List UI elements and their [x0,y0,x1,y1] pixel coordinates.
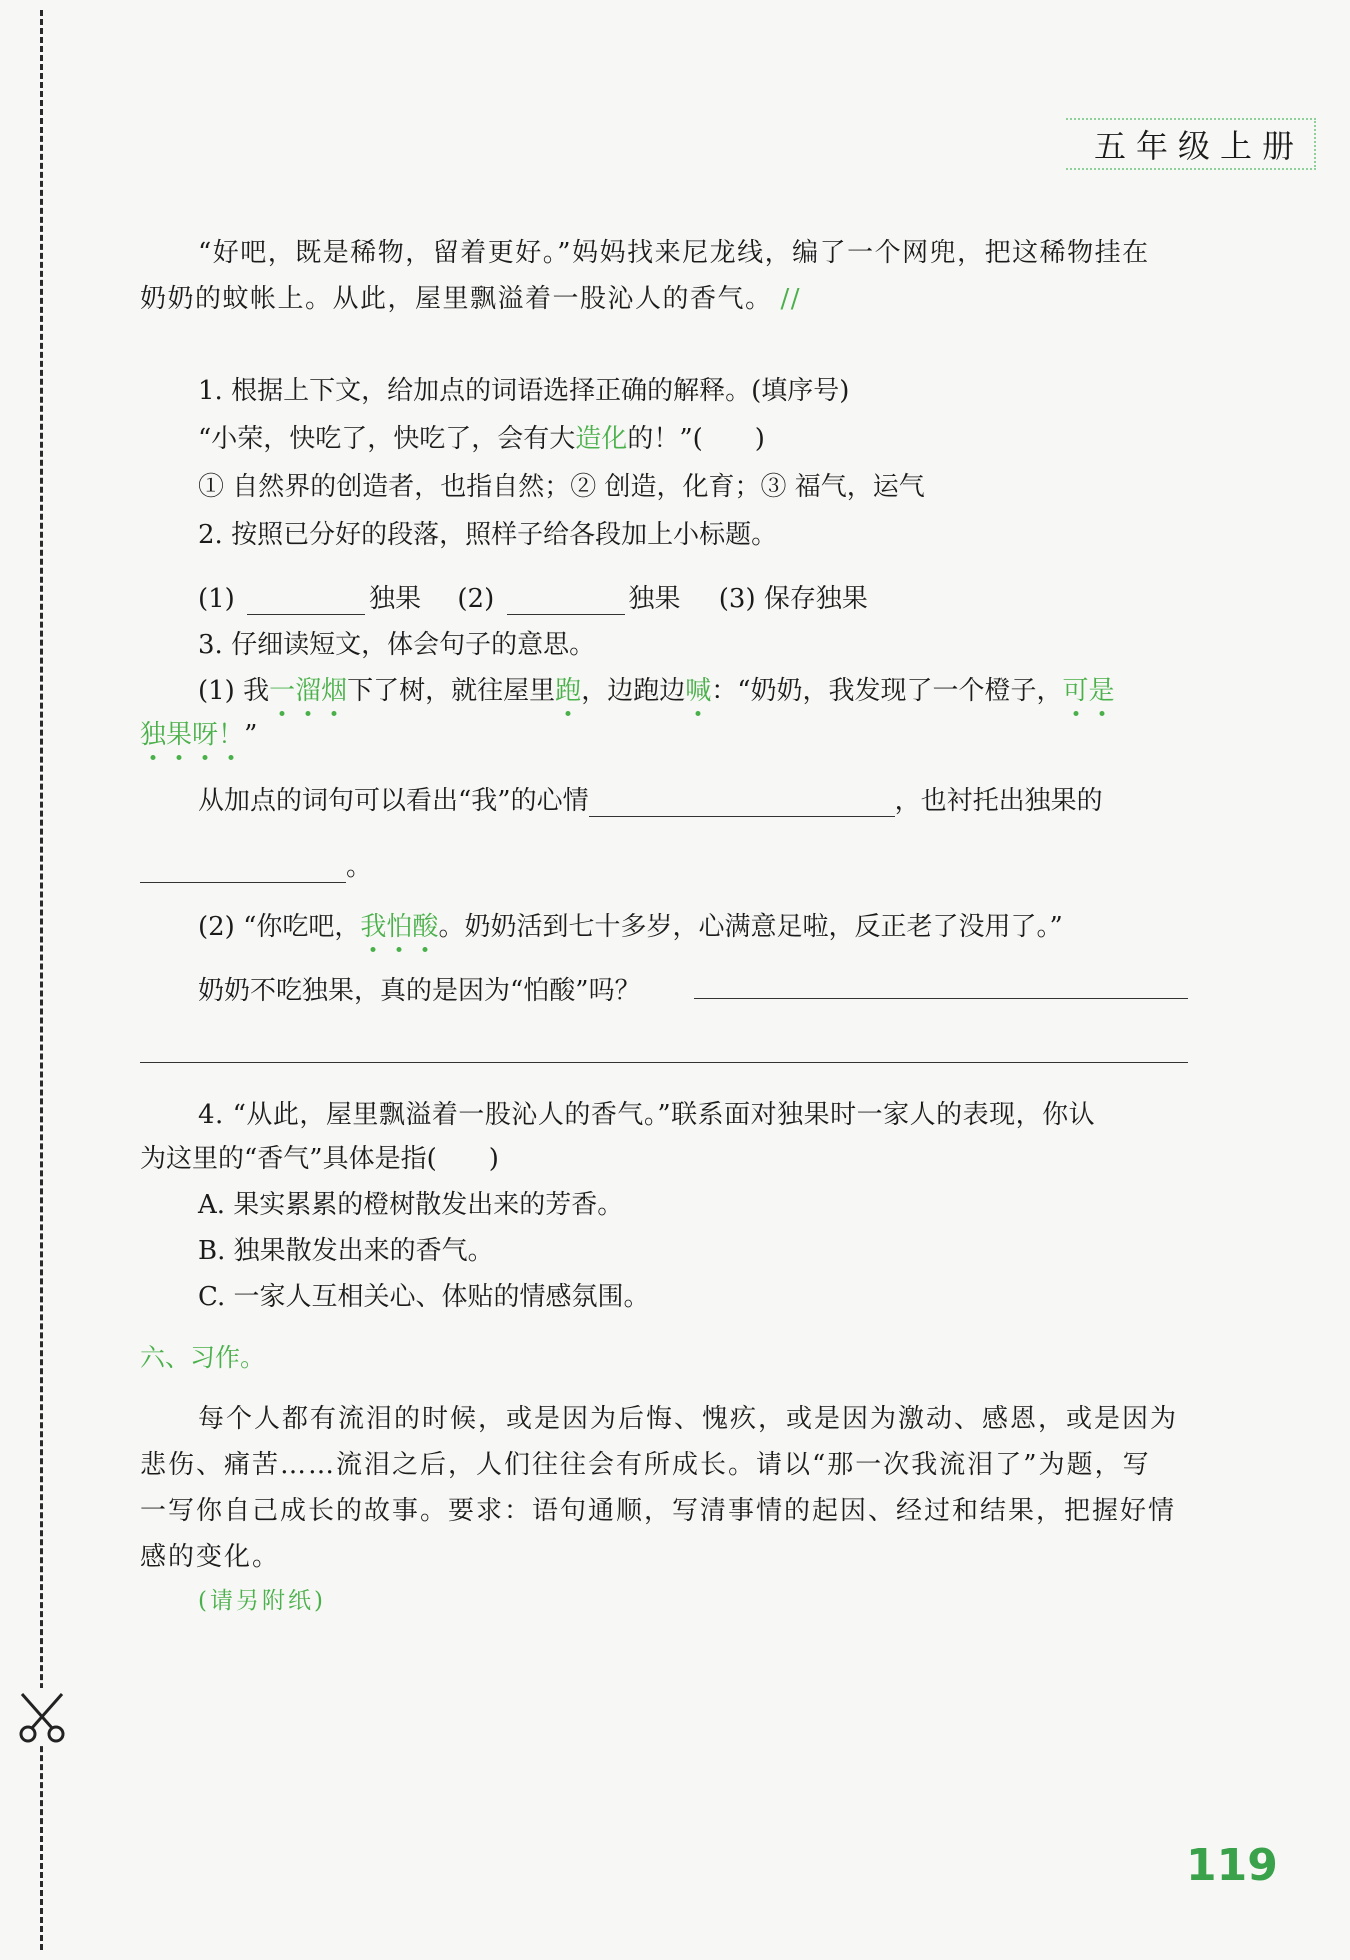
section-6-line-2: 悲伤、痛苦……流泪之后，人们往往会有所成长。请以“那一次我流泪了”为题，写 [140,1450,1151,1480]
section-6-line-3: 一写你自己成长的故事。要求：语句通顺，写清事情的起因、经过和结果，把握好情 [140,1496,1177,1526]
dotted-keshi: 可是 [1062,676,1115,706]
q2-blanks: (1) 独果 (2) 独果 (3) 保存独果 [198,584,868,614]
dotted-wopasuan: 我怕酸 [360,912,439,942]
q4-option-c: C. 一家人互相关心、体贴的情感氛围。 [198,1282,650,1312]
passage-line-2: 奶奶的蚊帐上。从此，屋里飘溢着一股沁人的香气。 // [140,284,802,314]
section-6-line-1: 每个人都有流泪的时候，或是因为后悔、愧疚，或是因为激动、感恩，或是因为 [198,1404,1179,1434]
section-6-title: 六、习作。 [140,1343,266,1372]
q3-prompt: 3. 仔细读短文，体会句子的意思。 [198,630,596,660]
q3-sentence-1: (1) 我一溜烟下了树，就往屋里跑，边跑边喊：“奶奶，我发现了一个橙子，可是 [198,676,1115,706]
dotted-pao: 跑 [555,676,582,706]
q3-answer-line-2[interactable] [140,1062,1188,1063]
q2-blank-2[interactable] [507,588,625,615]
q3-blank-mood[interactable] [589,790,895,817]
q3-fill-2: 奶奶不吃独果，真的是因为“怕酸”吗？ [198,976,641,1006]
q3-fill-1: 从加点的词句可以看出“我”的心情 ，也衬托出独果的 [198,786,1103,816]
q1-prompt: 1. 根据上下文，给加点的词语选择正确的解释。(填序号) [198,376,850,406]
q4-line-1: 4. “从此，屋里飘溢着一股沁人的香气。”联系面对独果时一家人的表现，你认 [198,1100,1096,1130]
q4-line-2: 为这里的“香气”具体是指( ) [140,1144,499,1174]
page-number: 119 [1186,1840,1278,1891]
q3-blank-duguo[interactable] [140,856,346,883]
q4-option-b: B. 独果散发出来的香气。 [198,1236,494,1266]
paragraph-mark: // [780,284,802,314]
q2-blank-1[interactable] [247,588,365,615]
passage-line-1: “好吧，既是稀物，留着更好。”妈妈找来尼龙线，编了一个网兜，把这稀物挂在 [198,238,1150,268]
q4-option-a: A. 果实累累的橙树散发出来的芳香。 [198,1190,624,1220]
dotted-han: 喊 [685,676,712,706]
q2-prompt: 2. 按照已分好的段落，照样子给各段加上小标题。 [198,520,778,550]
q3-sentence-1-cont: 独果呀！” [140,720,258,750]
dotted-yiliuyan: 一溜烟 [269,676,348,706]
scissors-icon [14,1688,70,1744]
q3-answer-line-1[interactable] [694,998,1188,999]
section-6-line-4: 感的变化。 [140,1542,281,1572]
q1-dotted-word: 造化 [575,424,628,454]
q1-options: ① 自然界的创造者，也指自然；② 创造，化育；③ 福气，运气 [198,472,925,502]
grade-label: 五年级上册 [1066,118,1316,170]
q3-fill-1-cont: 。 [140,846,372,883]
attach-paper-note: (请另附纸) [198,1588,326,1614]
cut-line [40,10,43,1950]
dotted-duguoya: 独果呀！ [140,720,245,750]
q1-quote: “小荣，快吃了，快吃了，会有大造化的！”( ) [198,424,765,454]
q3-sentence-2: (2) “你吃吧，我怕酸。奶奶活到七十多岁，心满意足啦，反正老了没用了。” [198,912,1063,942]
